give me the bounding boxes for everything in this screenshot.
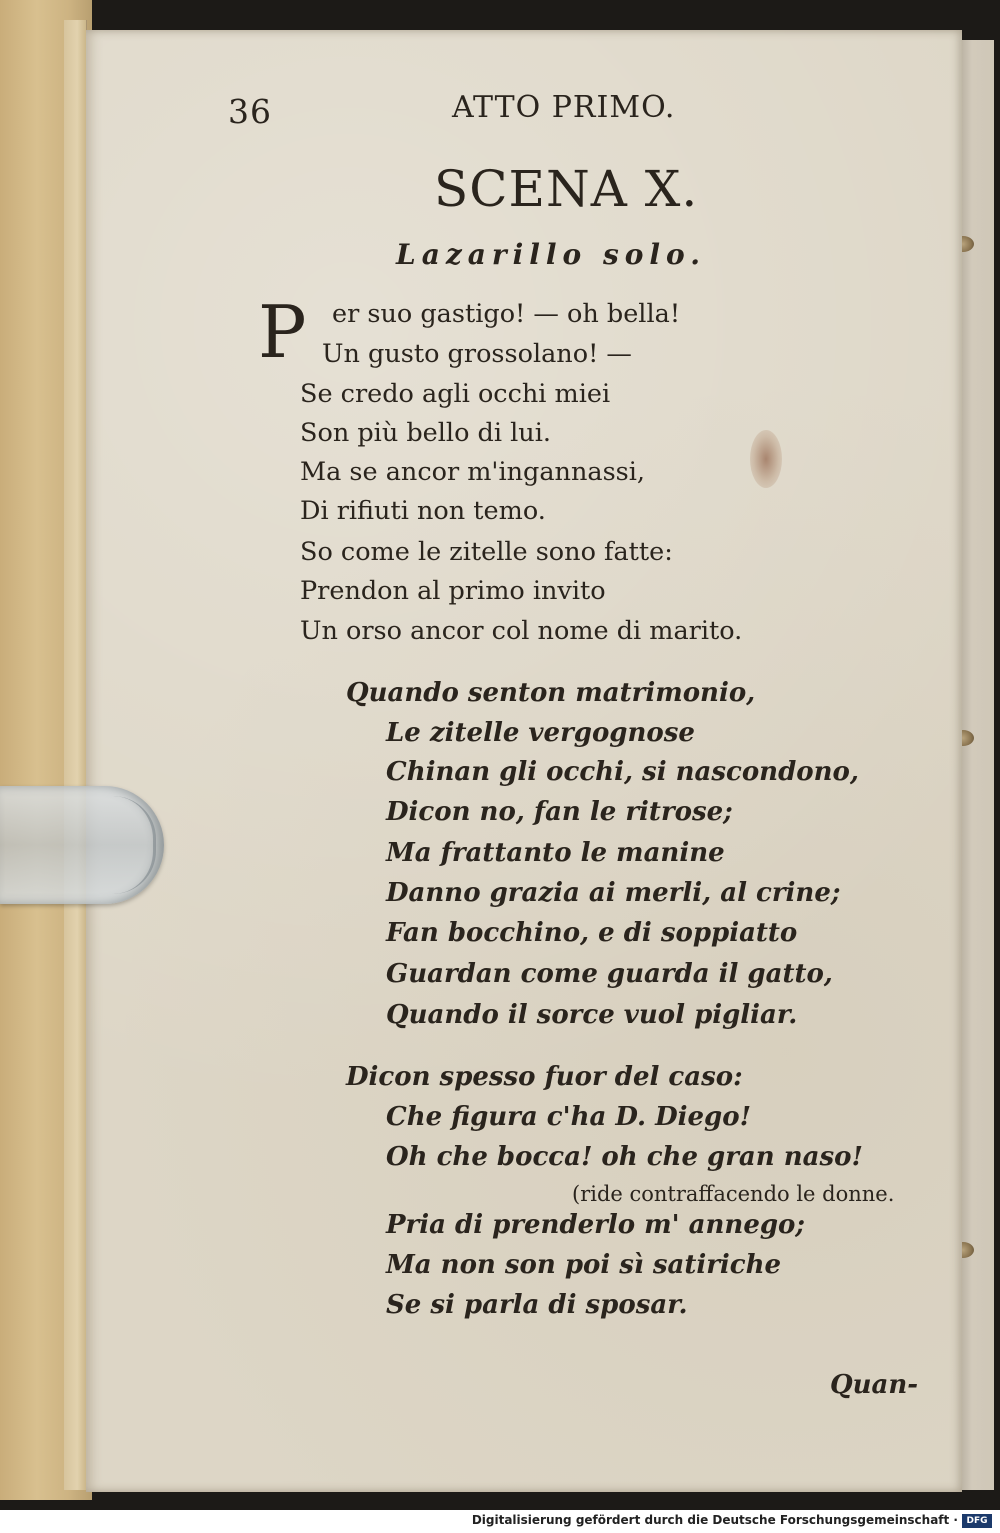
footer-credit: Digitalisierung gefördert durch die Deutsche Forschungsgemeinschaft · xyxy=(471,1513,958,1527)
aria-line: Se si parla di sposar. xyxy=(386,1290,688,1320)
recitative-line: So come le zitelle sono fatte: xyxy=(300,537,673,567)
drop-cap: P xyxy=(258,290,307,374)
recitative-line: Se credo agli occhi miei xyxy=(300,379,611,409)
recitative-line: Son più bello di lui. xyxy=(300,418,551,448)
stage-direction: (ride contraffacendo le donne. xyxy=(572,1182,895,1206)
aria-line: Oh che bocca! oh che gran naso! xyxy=(386,1142,863,1172)
recitative-line: Ma se ancor m'ingannassi, xyxy=(300,457,646,487)
aria-line: Quando senton matrimonio, xyxy=(346,678,756,708)
aria-line: Danno grazia ai merli, al crine; xyxy=(386,878,841,908)
aria-line: Ma non son poi sì satiriche xyxy=(386,1250,782,1280)
aria-line: Fan bocchino, e di soppiatto xyxy=(386,918,798,948)
aria-line: Quando il sorce vuol pigliar. xyxy=(386,1000,798,1030)
aria-line: Dicon no, fan le ritrose; xyxy=(386,797,733,827)
digitization-footer xyxy=(0,1510,1000,1533)
page-clip xyxy=(0,786,164,904)
catchword: Quan- xyxy=(830,1370,919,1400)
recitative-line: Prendon al primo invito xyxy=(300,576,606,606)
aria-line: Ma frattanto le manine xyxy=(386,838,725,868)
running-head: ATTO PRIMO. xyxy=(452,90,676,125)
paper-stain xyxy=(750,430,782,488)
scene-subtitle: Lazarillo solo. xyxy=(396,238,706,271)
page-clip-rim xyxy=(113,796,156,894)
next-page-edge xyxy=(958,40,994,1490)
aria-line: Pria di prenderlo m' annego; xyxy=(386,1210,805,1240)
aria-line: Chinan gli occhi, si nascondono, xyxy=(386,757,859,787)
scene-title: SCENA X. xyxy=(434,160,699,218)
recitative-line: Di rifiuti non temo. xyxy=(300,496,546,526)
aria-line: Dicon spesso fuor del caso: xyxy=(346,1062,743,1092)
recitative-line: Un orso ancor col nome di marito. xyxy=(300,616,743,646)
recitative-line: Un gusto grossolano! — xyxy=(322,339,632,369)
page-edge-inner xyxy=(64,20,87,1490)
aria-line: Guardan come guarda il gatto, xyxy=(386,959,833,989)
page-number: 36 xyxy=(228,92,272,131)
aria-line: Che figura c'ha D. Diego! xyxy=(386,1102,751,1132)
dfg-logo-icon: DFG xyxy=(962,1514,992,1528)
aria-line: Le zitelle vergognose xyxy=(386,718,695,748)
recitative-line: er suo gastigo! — oh bella! xyxy=(332,299,681,329)
